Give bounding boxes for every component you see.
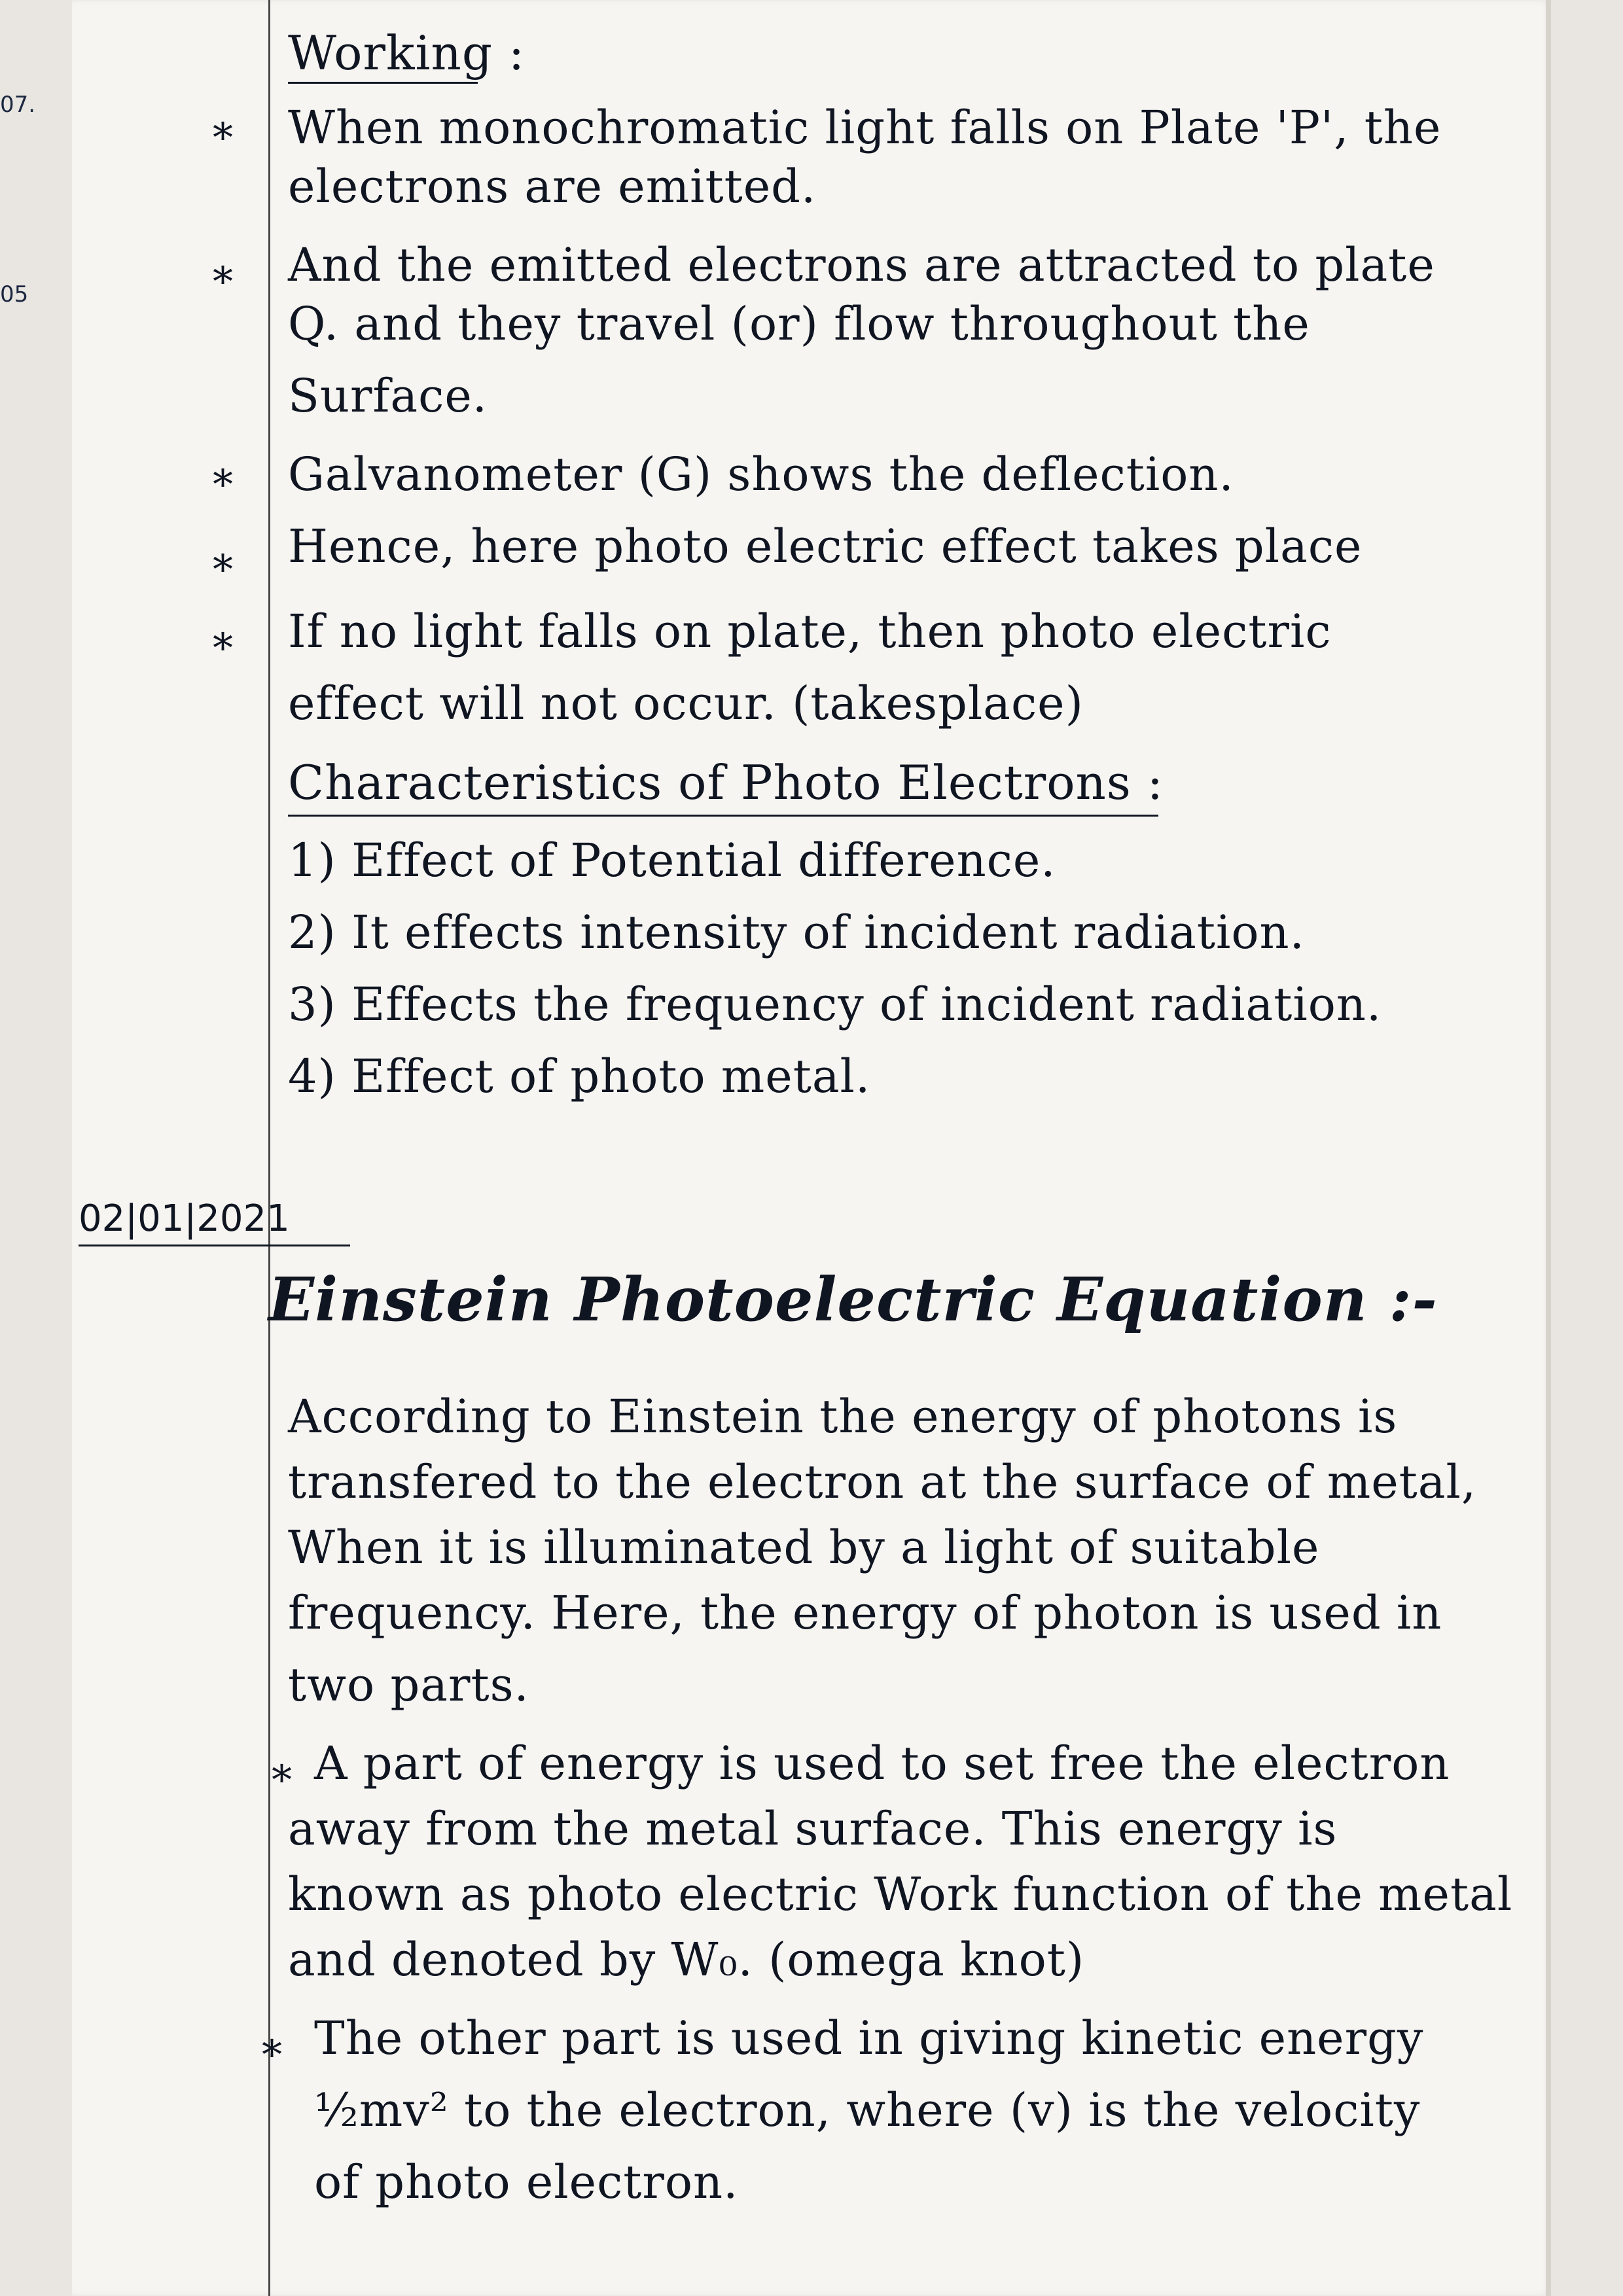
working-line: When monochromatic light falls on Plate 'P', the	[288, 101, 1442, 154]
working-line: electrons are emitted.	[288, 160, 817, 213]
working-line: Galvanometer (G) shows the deflection.	[288, 448, 1234, 501]
point-line: ½mv² to the electron, where (v) is the velocity	[314, 2083, 1421, 2137]
notebook-page	[72, 0, 1551, 2296]
characteristic-item: 4) Effect of photo metal.	[288, 1050, 871, 1103]
date-stamp	[79, 1197, 350, 1246]
point-line: The other part is used in giving kinetic energy	[314, 2011, 1424, 2065]
bullet: *	[272, 1756, 292, 1804]
point-line: of photo electron.	[314, 2155, 739, 2209]
paragraph-line: two parts.	[288, 1658, 529, 1712]
working-heading: Working :	[288, 26, 526, 80]
characteristic-item: 1) Effect of Potential difference.	[288, 834, 1056, 887]
point-line: away from the metal surface. This energy is	[288, 1802, 1338, 1856]
margin-line	[268, 0, 270, 2296]
working-line: Q. and they travel (or) flow throughout the	[288, 297, 1310, 351]
working-line: If no light falls on plate, then photo electric	[288, 605, 1332, 658]
working-heading-underline	[288, 82, 478, 84]
einstein-title: Einstein Photoelectric Equation :-	[268, 1264, 1438, 1335]
paragraph-line: When it is illuminated by a light of suitable	[288, 1521, 1320, 1574]
margin-mark: 05	[0, 281, 29, 308]
working-line: effect will not occur. (takesplace)	[288, 677, 1084, 730]
point-line: and denoted by W₀. (omega knot)	[288, 1933, 1085, 1987]
characteristics-underline	[288, 815, 1158, 817]
working-line: Surface.	[288, 369, 488, 423]
characteristic-item: 2) It effects intensity of incident radiation.	[288, 906, 1305, 959]
bullet: *	[213, 114, 233, 162]
bullet: *	[213, 546, 233, 593]
point-line: known as photo electric Work function of the metal	[288, 1867, 1513, 1921]
paragraph-line: frequency. Here, the energy of photon is used in	[288, 1586, 1442, 1640]
page-edge	[1546, 0, 1551, 2296]
margin-mark: 07.	[0, 92, 36, 118]
bullet: *	[262, 2031, 282, 2079]
bullet: *	[213, 624, 233, 672]
paragraph-line: According to Einstein the energy of photons is	[288, 1390, 1398, 1443]
paragraph-line: transfered to the electron at the surface of metal,	[288, 1455, 1477, 1509]
working-line: And the emitted electrons are attracted to plate	[288, 238, 1435, 292]
bullet: *	[213, 461, 233, 508]
characteristic-item: 3) Effects the frequency of incident radiation.	[288, 978, 1382, 1031]
characteristics-heading: Characteristics of Photo Electrons :	[288, 755, 1164, 810]
working-line: Hence, here photo electric effect takes place	[288, 520, 1363, 573]
bullet: *	[213, 258, 233, 306]
date-text: 02|01|2021	[79, 1197, 290, 1240]
point-line: A part of energy is used to set free the electron	[314, 1737, 1450, 1790]
